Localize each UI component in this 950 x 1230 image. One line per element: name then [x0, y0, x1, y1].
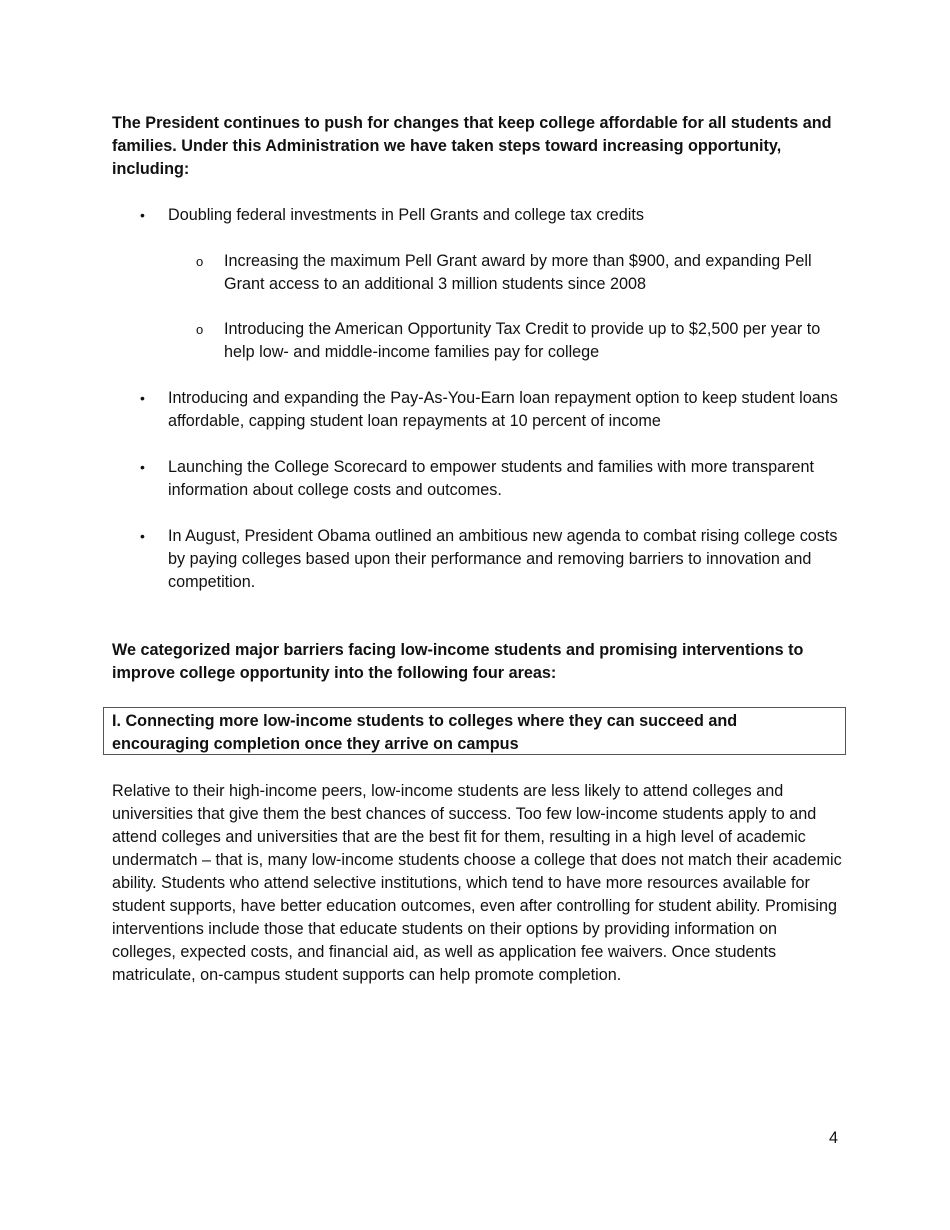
bullet-marker: • [140, 459, 145, 475]
section-heading-box [103, 707, 846, 755]
bullet-marker: • [140, 207, 145, 223]
bullet-text: Introducing and expanding the Pay-As-You-Earn loan repayment option to keep student loans affordable, capping student loan repayments at 10 percent of income [168, 389, 838, 430]
bullet-text: Doubling federal investments in Pell Grants and college tax credits [168, 206, 644, 224]
sub-bullet-text: Increasing the maximum Pell Grant award by more than $900, and expanding Pell Grant access to an additional 3 million students since 2008 [224, 252, 812, 293]
section-heading: I. Connecting more low-income students to colleges where they can succeed and encouraging completion once they arrive on campus [112, 712, 738, 753]
sub-bullet-text: Introducing the American Opportunity Tax Credit to provide up to $2,500 per year to help low- and middle-income families pay for college [224, 320, 821, 361]
sub-bullet-marker: o [196, 322, 204, 337]
intro-paragraph: The President continues to push for changes that keep college affordable for all students and families. Under this Administration we have taken steps toward increasing opportunity, including: [112, 114, 832, 178]
bullet-marker: • [140, 390, 145, 406]
section-body-paragraph: Relative to their high-income peers, low-income students are less likely to attend colleges and universities that give them the best chances of success. Too few low-income students apply to and attend colleges and universities that are the best fit for them, resulting in a high level of academic undermatch – that is, many low-income students choose a college that does not match their academic ability. Students who attend selective institutions, which tend to have more resources available for student supports, have better education outcomes, even after controlling for student ability. Promising interventions include those that educate students on their options by providing information on colleges, expected costs, and financial aid, as well as application fee waivers. Once students matriculate, on-campus student supports can help promote completion. [112, 782, 842, 984]
sub-bullet-marker: o [196, 254, 204, 269]
categorized-paragraph: We categorized major barriers facing low-income students and promising interventions to improve college opportunity into the following four areas: [112, 641, 804, 682]
bullet-text: Launching the College Scorecard to empower students and families with more transparent information about college costs and outcomes. [168, 458, 815, 499]
page-number: 4 [828, 1129, 838, 1147]
bullet-text: In August, President Obama outlined an ambitious new agenda to combat rising college costs by paying colleges based upon their performance and removing barriers to innovation and competition. [168, 527, 838, 591]
bullet-marker: • [140, 528, 145, 544]
